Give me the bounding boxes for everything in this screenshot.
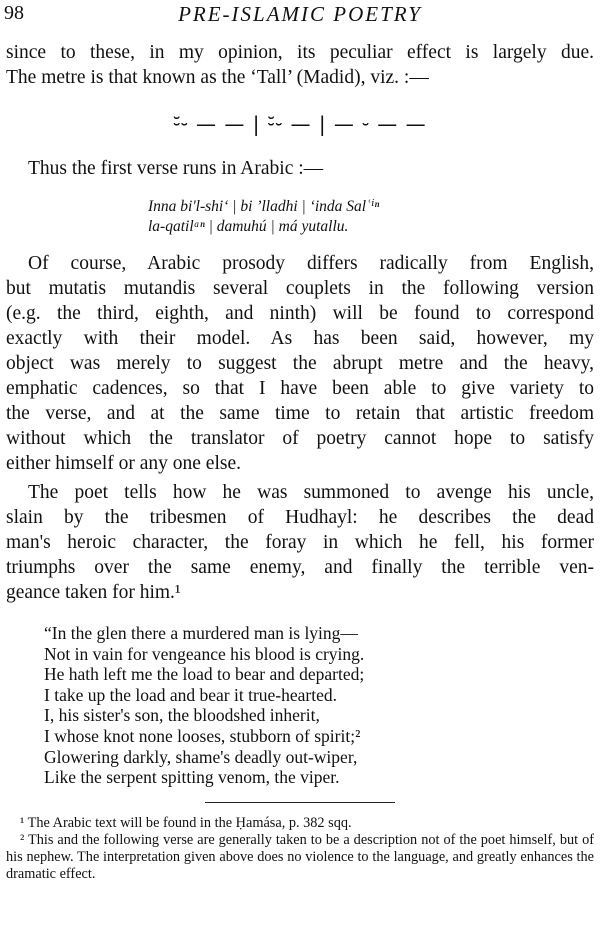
page-number: 98 [4,2,24,24]
text-line: emphatic cadences, so that I have been able to give variety to [6,378,594,399]
text-line: man's heroic character, the foray in which he fell, his former [6,532,594,553]
running-title: PRE-ISLAMIC POETRY [178,2,422,26]
poem-line: “In the glen there a murdered man is lying— [44,623,358,643]
arabic-transliteration [148,197,594,237]
footnote-divider [205,802,395,803]
text-line: geance taken for him.¹ [6,582,181,603]
poem-block [44,623,594,788]
text-line: The metre is that known as the ‘Tall’ (Madid), viz. :— [6,67,429,88]
text-line: The poet tells how he was summoned to avenge his uncle, [28,482,594,503]
arabic-intro-line: Thus the first verse runs in Arabic :— [28,158,324,179]
page-body [6,40,594,883]
poem-line: Not in vain for vengeance his blood is crying. [44,643,365,664]
text-line: triumphs over the same enemy, and finally the terrible ven- [6,557,594,578]
footnote: ¹ The Arabic text will be found in the Ḥamása, p. 382 sqq. [20,814,352,831]
summary-paragraph [6,480,594,605]
text-line: slain by the tribesmen of Hudhayl: he describes the dead [6,507,594,528]
poem-line: Glowering darkly, shame's deadly out-wiper, [44,746,358,767]
poem-line: I take up the load and bear it true-hearted. [44,684,337,705]
page-header [4,2,596,28]
poem-line: He hath left me the load to bear and departed; [44,664,365,685]
poem-line: I whose knot none looses, stubborn of spirit;² [44,725,361,746]
footnote: ² This and the following verse are generally taken to be a description not of the poet himself, but of his nephew. The interpretation given above does no violence to the language, and greatly enhances the dramatic effect. [6,831,594,882]
text-line: but mutatis mutandis several couplets in the following version [6,278,594,299]
metre-scansion: ⏑̆⏑ — — | ⏑̆⏑ — | — ⏑ — — [173,112,427,136]
text-line: either himself or any one else. [6,453,241,474]
intro-paragraph [6,40,594,90]
text-line: Of course, Arabic prosody differs radically from English, [28,253,594,274]
prosody-paragraph [6,251,594,476]
text-line: without which the translator of poetry cannot hope to satisfy [6,428,594,449]
text-line: since to these, in my opinion, its peculiar effect is largely due. [6,42,594,63]
poem-line: Like the serpent spitting venom, the viper. [44,767,340,788]
footnotes [6,815,594,883]
arabic-line: la-qatilᵃⁿ | damuhú | má yutallu. [148,218,349,235]
text-line: object was merely to suggest the abrupt metre and the heavy, [6,353,594,374]
text-line: (e.g. the third, eighth, and ninth) will be found to correspond [6,303,594,324]
text-line: exactly with their model. As has been said, however, my [6,328,594,349]
text-line: the verse, and at the same time to retain that artistic freedom [6,403,594,424]
arabic-line: Inna bi'l-shi‘ | bi ’lladhi | ‘inda Salʿⁱⁿ [148,198,380,215]
poem-line: I, his sister's son, the bloodshed inherit, [44,705,320,726]
